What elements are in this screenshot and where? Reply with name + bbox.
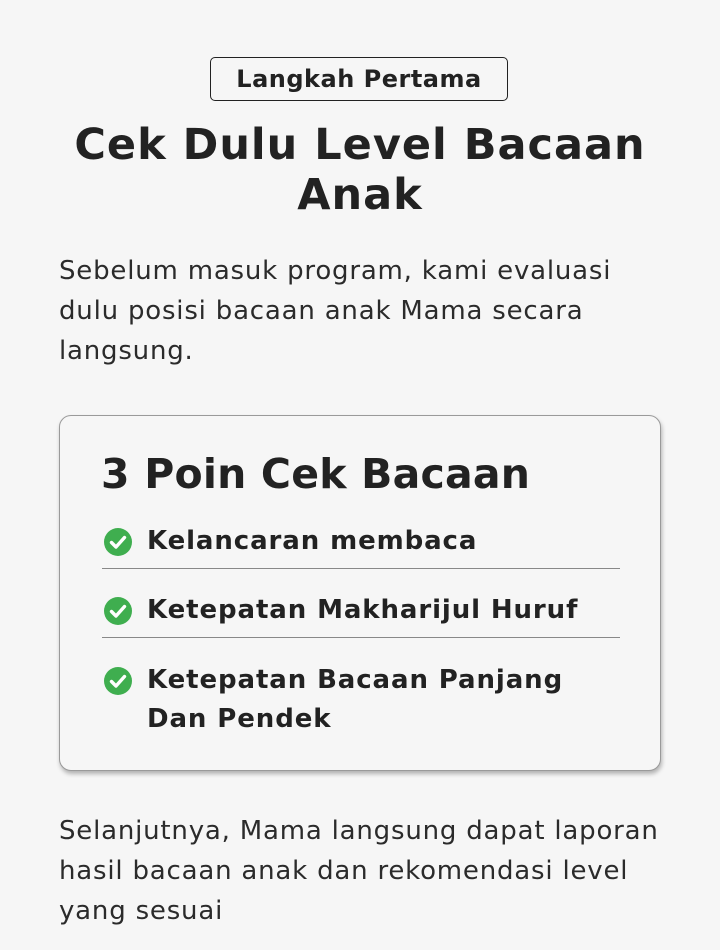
checklist-item-label: Ketepatan Bacaan Panjang Dan Pendek xyxy=(147,665,564,734)
step-badge-label: Langkah Pertama xyxy=(236,65,482,93)
step-badge xyxy=(210,57,508,101)
card-title: 3 Poin Cek Bacaan xyxy=(101,450,531,498)
checklist-card xyxy=(59,415,661,771)
checklist-item-label: Kelancaran membaca xyxy=(147,526,478,556)
checklist-item-label: Ketepatan Makharijul Huruf xyxy=(147,595,579,625)
outro-text: Selanjutnya, Mama langsung dapat laporan hasil bacaan anak dan rekomendasi level yang sesuai xyxy=(59,816,659,926)
intro-text: Sebelum masuk program, kami evaluasi dulu posisi bacaan anak Mama secara langsung. xyxy=(59,256,612,366)
check-circle-icon xyxy=(103,527,133,557)
divider xyxy=(102,637,620,638)
check-circle-icon xyxy=(103,596,133,626)
divider xyxy=(102,568,620,569)
page-title: Cek Dulu Level Bacaan Anak xyxy=(74,120,646,220)
check-circle-icon xyxy=(103,666,133,696)
